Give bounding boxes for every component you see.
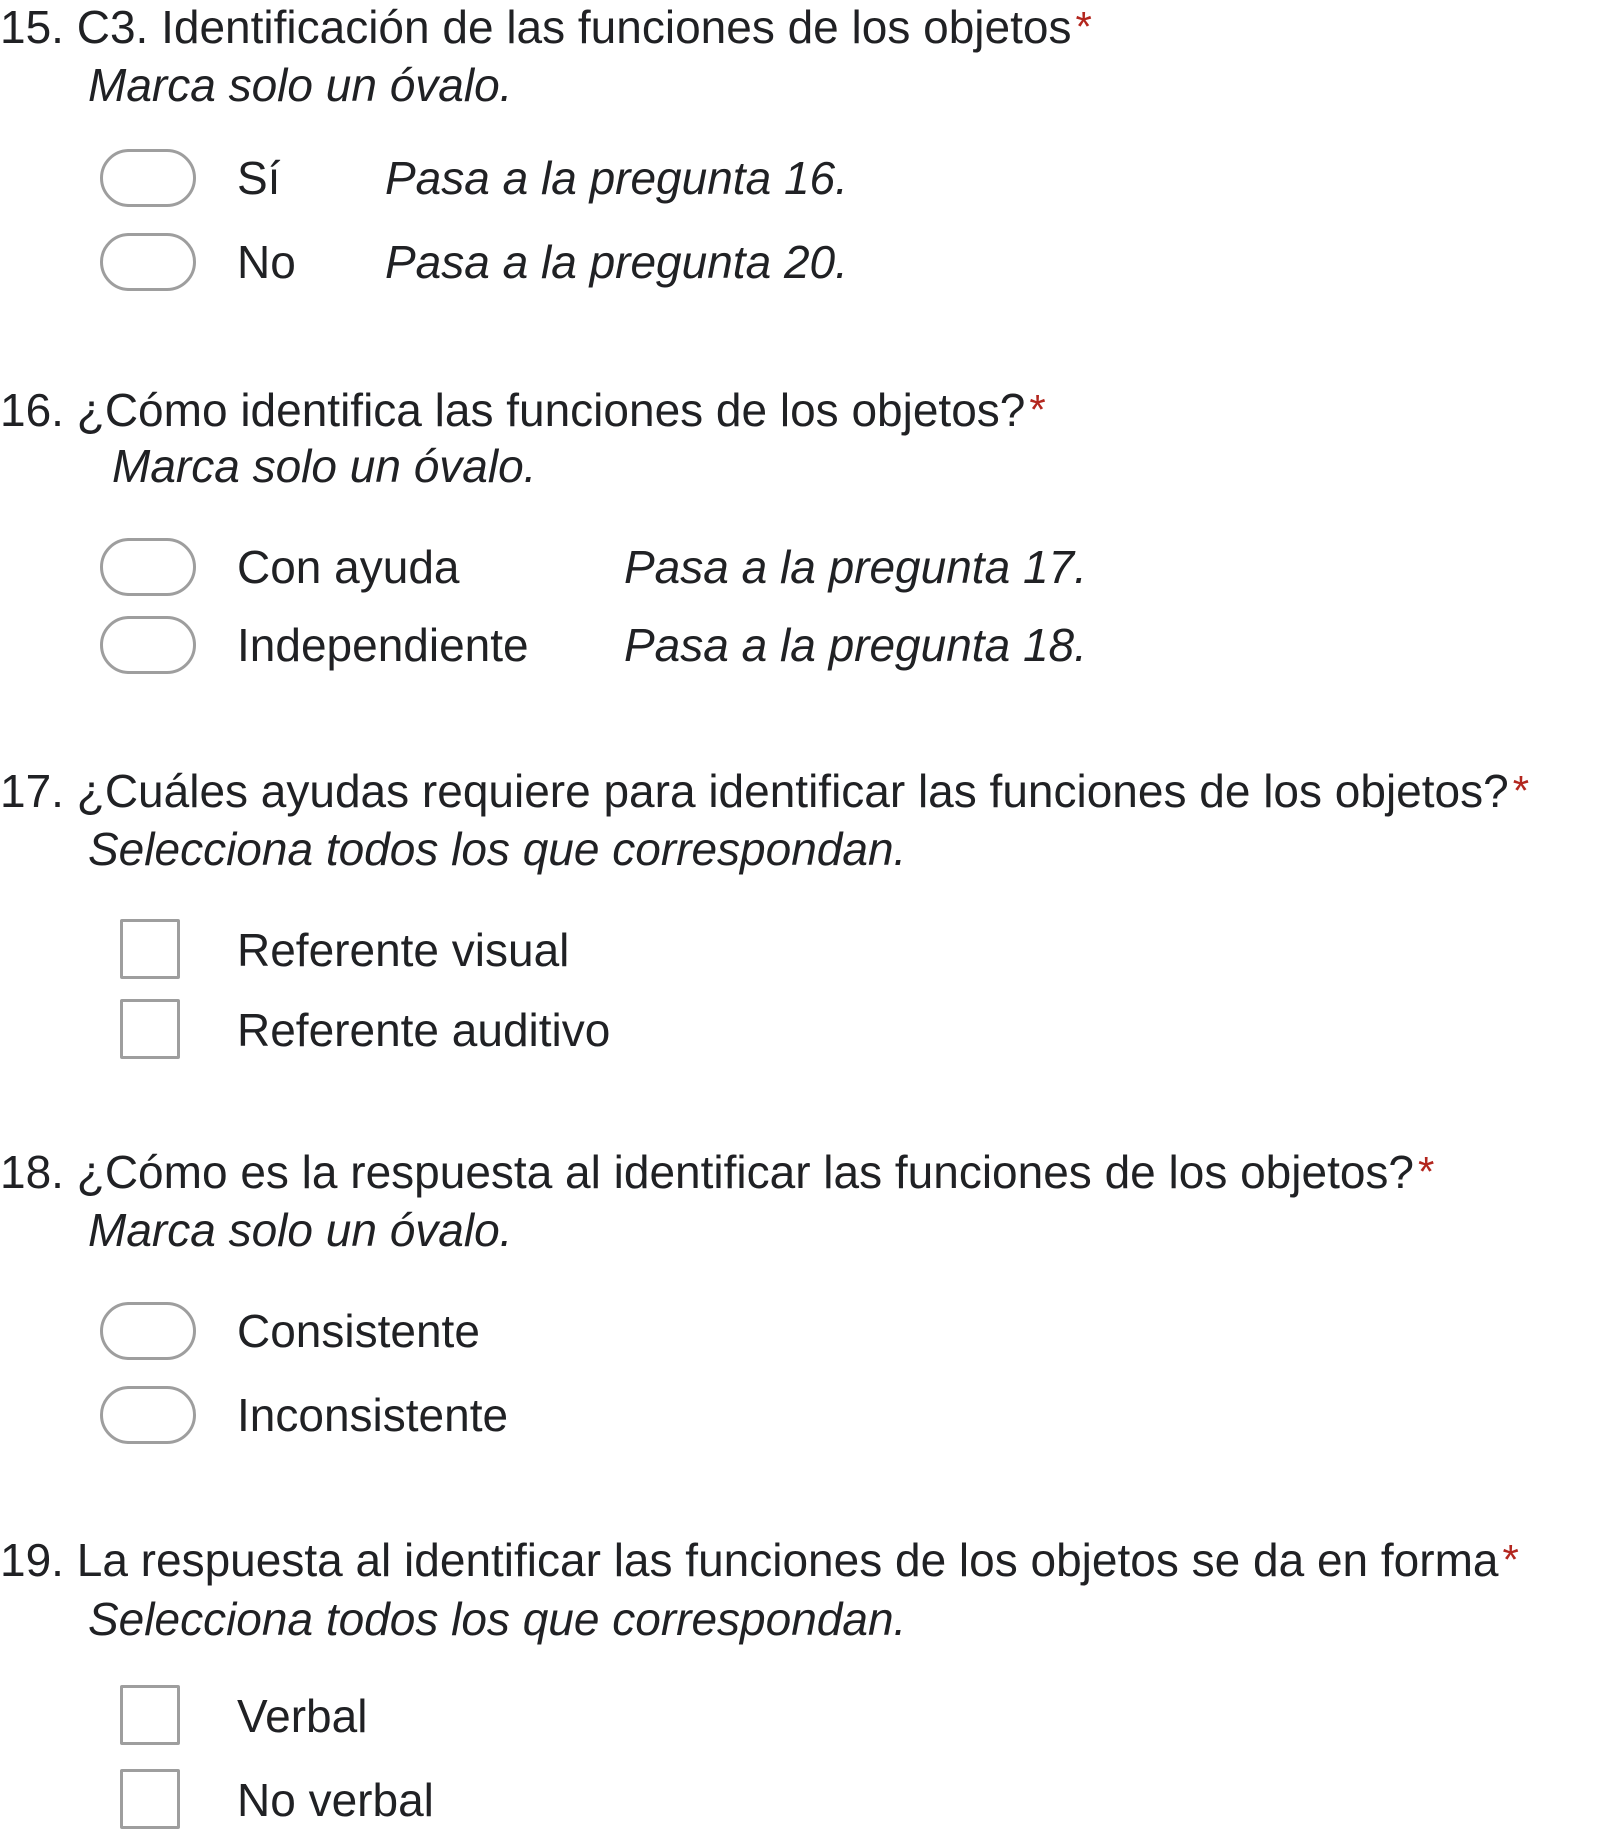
radio-oval[interactable] (100, 1386, 196, 1444)
option-row[interactable] (0, 1767, 1200, 1837)
radio-oval[interactable] (100, 538, 196, 596)
question-instruction: Marca solo un óvalo. (112, 440, 537, 492)
required-asterisk: * (1029, 386, 1046, 433)
option-row[interactable] (0, 229, 1200, 299)
question-instruction: Selecciona todos los que correspondan. (88, 823, 907, 875)
option-row[interactable] (0, 997, 1200, 1067)
question-title (0, 0, 1092, 54)
question-title (0, 764, 1529, 818)
question-text: ¿Cuáles ayudas requiere para identificar las funciones de los objetos? (76, 765, 1509, 817)
option-row[interactable] (0, 1298, 1200, 1368)
option-label: No verbal (237, 1774, 434, 1826)
checkbox[interactable] (120, 919, 180, 979)
option-label: No (237, 236, 296, 288)
question-title (0, 383, 1046, 437)
checkbox[interactable] (120, 999, 180, 1059)
question-text: La respuesta al identificar las funciones de los objetos se da en forma (76, 1534, 1499, 1586)
checkbox[interactable] (120, 1685, 180, 1745)
option-goto-text: Pasa a la pregunta 20. (385, 236, 848, 288)
question-number: 17. (0, 765, 64, 817)
option-row[interactable] (0, 534, 1200, 604)
required-asterisk: * (1502, 1536, 1519, 1583)
option-label: Consistente (237, 1305, 480, 1357)
question-text: ¿Cómo es la respuesta al identificar las funciones de los objetos? (76, 1146, 1415, 1198)
radio-oval[interactable] (100, 1302, 196, 1360)
option-row[interactable] (0, 917, 1200, 987)
radio-oval[interactable] (100, 233, 196, 291)
radio-oval[interactable] (100, 616, 196, 674)
option-goto-text: Pasa a la pregunta 17. (624, 541, 1087, 593)
question-number: 15. (0, 1, 64, 53)
required-asterisk: * (1075, 3, 1092, 50)
question-number: 19. (0, 1534, 64, 1586)
question-text: ¿Cómo identifica las funciones de los objetos? (76, 384, 1026, 436)
question-text: C3. Identificación de las funciones de los objetos (76, 1, 1072, 53)
option-label: Referente auditivo (237, 1004, 611, 1056)
option-label: Independiente (237, 619, 529, 671)
question-number: 16. (0, 384, 64, 436)
checkbox[interactable] (120, 1769, 180, 1829)
question-instruction: Marca solo un óvalo. (88, 1204, 513, 1256)
option-row[interactable] (0, 145, 1200, 215)
option-label: Inconsistente (237, 1389, 509, 1441)
question-title (0, 1145, 1434, 1199)
required-asterisk: * (1512, 767, 1530, 814)
radio-oval[interactable] (100, 149, 196, 207)
question-instruction: Selecciona todos los que correspondan. (88, 1593, 907, 1645)
option-row[interactable] (0, 612, 1200, 682)
option-label: Sí (237, 152, 281, 204)
question-number: 18. (0, 1146, 64, 1198)
option-label: Con ayuda (237, 541, 460, 593)
required-asterisk: * (1418, 1148, 1435, 1195)
option-label: Referente visual (237, 924, 570, 976)
option-goto-text: Pasa a la pregunta 16. (385, 152, 848, 204)
question-instruction: Marca solo un óvalo. (88, 59, 513, 111)
option-row[interactable] (0, 1683, 1200, 1753)
option-goto-text: Pasa a la pregunta 18. (624, 619, 1087, 671)
question-title (0, 1533, 1519, 1587)
option-row[interactable] (0, 1382, 1200, 1452)
option-label: Verbal (237, 1690, 368, 1742)
